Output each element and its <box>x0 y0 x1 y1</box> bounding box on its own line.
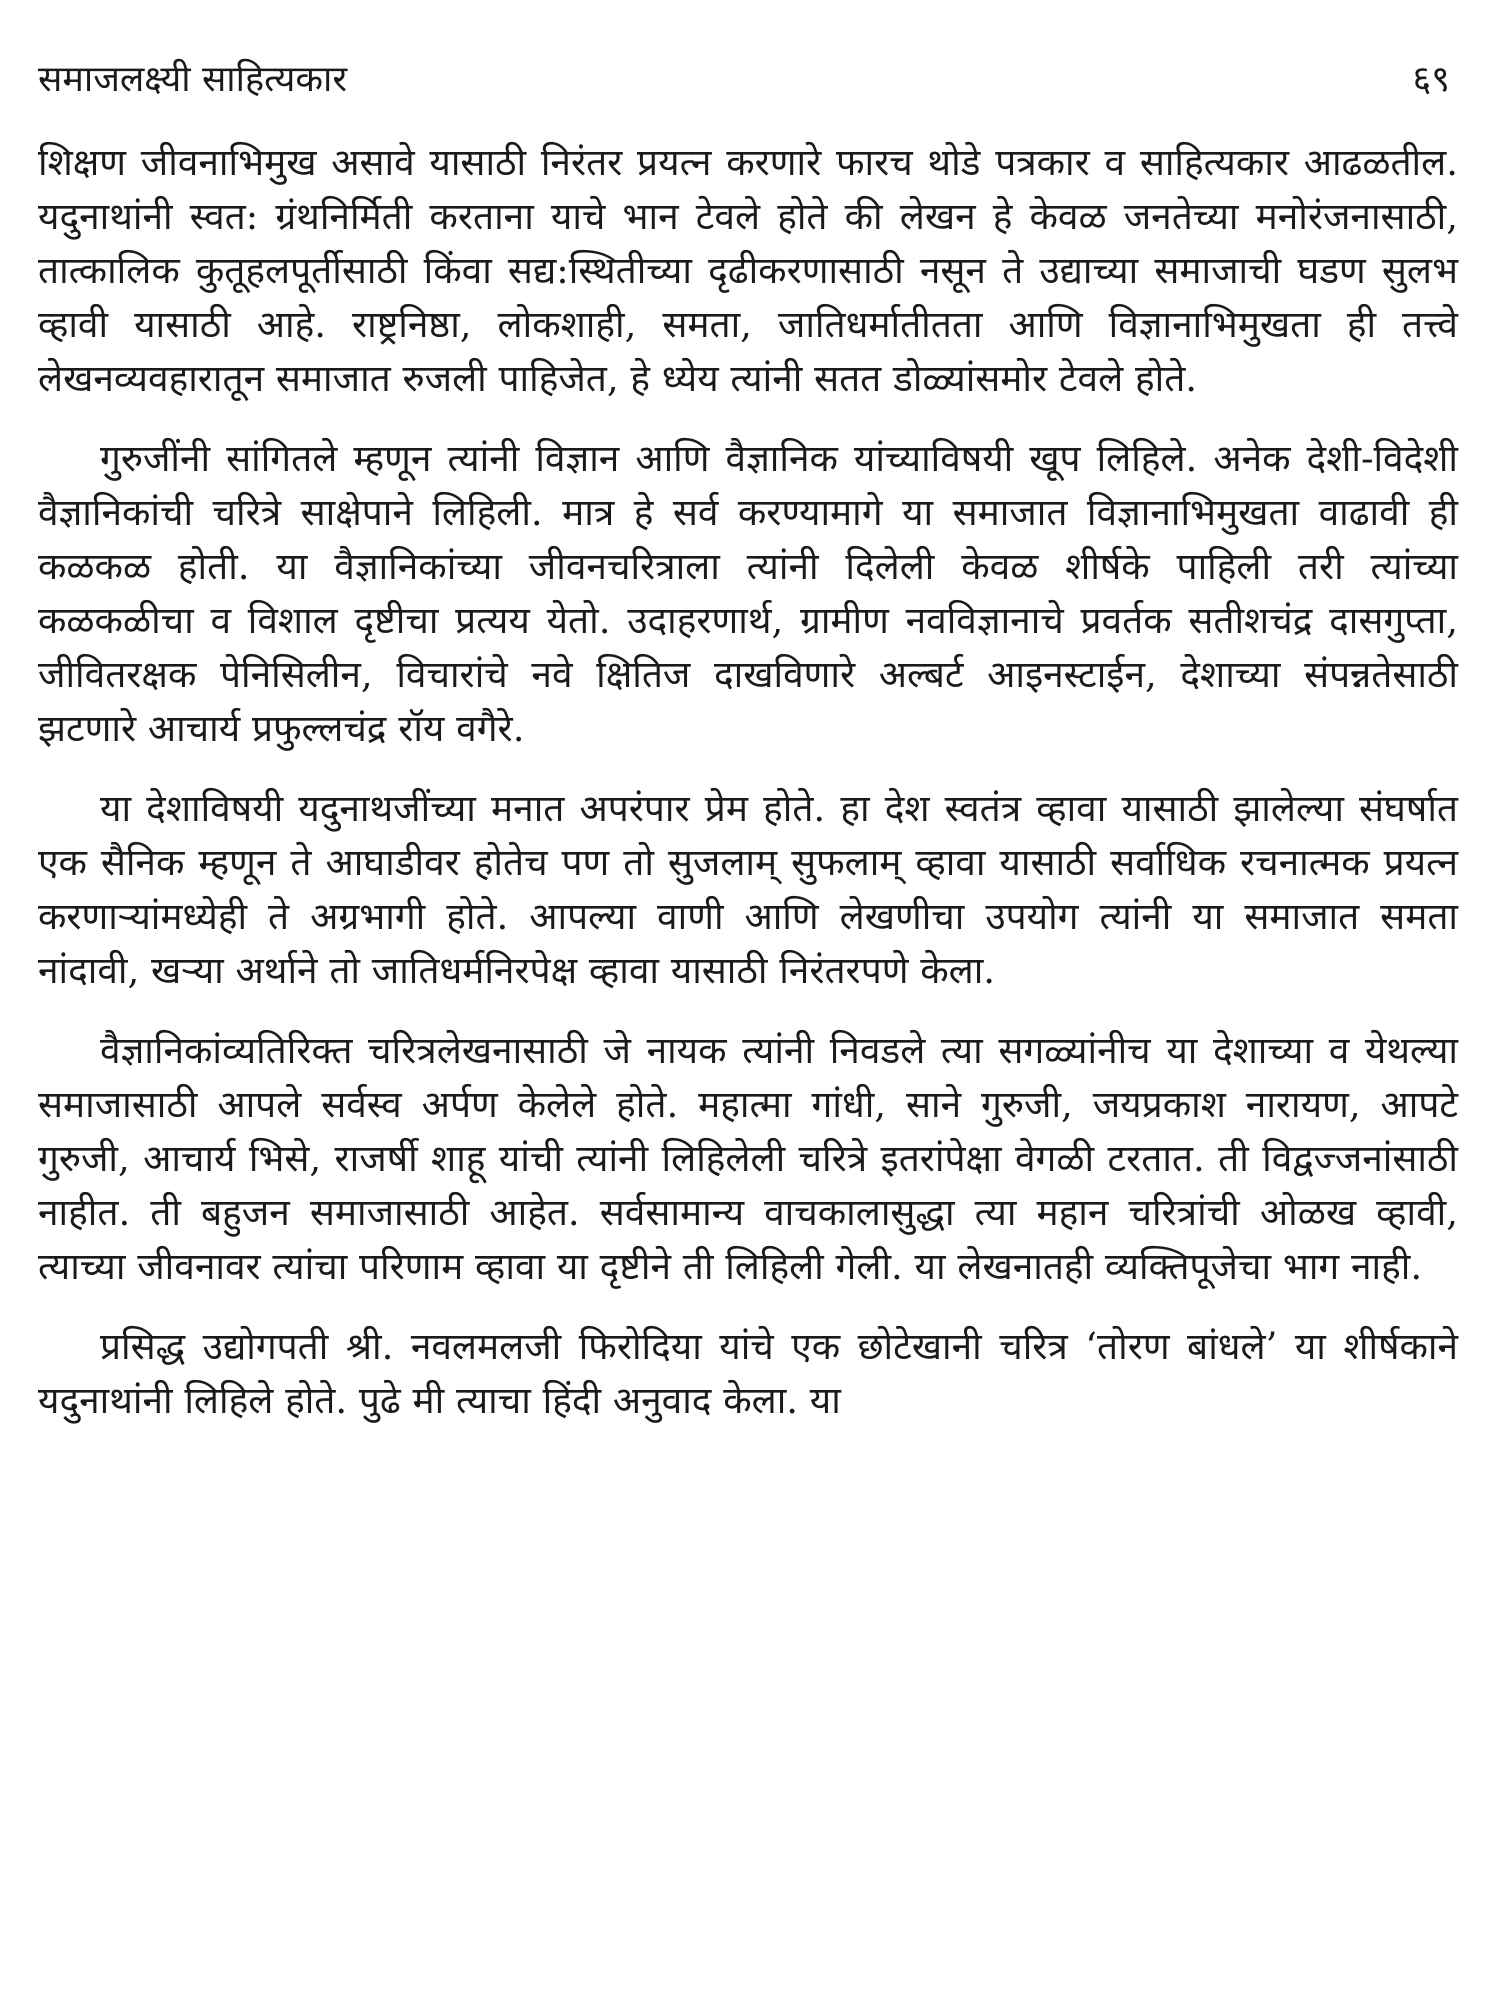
paragraph-2: गुरुजींनी सांगितले म्हणून त्यांनी विज्ञान आणि वैज्ञानिक यांच्याविषयी खूप लिहिले. अनेक देशी-विदेशी वैज्ञानिकांची चरित्रे साक्षेपाने लिहिली. मात्र हे सर्व करण्यामागे या समाजात विज्ञानाभिमुखता वाढावी ही कळकळ होती. या वैज्ञानिकांच्या जीवनचरित्राला त्यांनी दिलेली केवळ शीर्षके पाहिली तरी त्यांच्या कळकळीचा व विशाल दृष्टीचा प्रत्यय येतो. उदाहरणार्थ, ग्रामीण नवविज्ञानाचे प्रवर्तक सतीशचंद्र दासगुप्ता, जीवितरक्षक पेनिसिलीन, विचारांचे नवे क्षितिज दाखविणारे अल्बर्ट आइनस्टाईन, देशाच्या संपन्नतेसाठी झटणारे आचार्य प्रफुल्लचंद्र रॉय वगैरे. <box>38 437 1458 750</box>
running-header <box>38 58 1460 102</box>
paragraph-4: वैज्ञानिकांव्यतिरिक्त चरित्रलेखनासाठी जे नायक त्यांनी निवडले त्या सगळ्यांनीच या देशाच्या व येथल्या समाजासाठी आपले सर्वस्व अर्पण केलेले होते. महात्मा गांधी, साने गुरुजी, जयप्रकाश नारायण, आपटे गुरुजी, आचार्य भिसे, राजर्षी शाहू यांची त्यांनी लिहिलेली चरित्रे इतरांपेक्षा वेगळी टरतात. ती विद्वज्जनांसाठी नाहीत. ती बहुजन समाजासाठी आहेत. सर्वसामान्य वाचकालासुद्धा त्या महान चरित्रांची ओळख व्हावी, त्याच्या जीवनावर त्यांचा परिणाम व्हावा या दृष्टीने ती लिहिली गेली. या लेखनातही व्यक्तिपूजेचा भाग नाही. <box>38 1029 1458 1288</box>
body-text <box>38 136 1458 1428</box>
paragraph-1: शिक्षण जीवनाभिमुख असावे यासाठी निरंतर प्रयत्न करणारे फारच थोडे पत्रकार व साहित्यकार आढळतील. यदुनाथांनी स्वत: ग्रंथनिर्मिती करताना याचे भान टेवले होते की लेखन हे केवळ जनतेच्या मनोरंजनासाठी, तात्कालिक कुतूहलपूर्तीसाठी किंवा सद्य:स्थितीच्या दृढीकरणासाठी नसून ते उद्याच्या समाजाची घडण सुलभ व्हावी यासाठी आहे. राष्ट्रनिष्ठा, लोकशाही, समता, जातिधर्मातीतता आणि विज्ञानाभिमुखता ही तत्त्वे लेखनव्यवहारातून समाजात रुजली पाहिजेत, हे ध्येय त्यांनी सतत डोळ्यांसमोर टेवले होते. <box>38 141 1458 400</box>
paragraph-3: या देशाविषयी यदुनाथजींच्या मनात अपरंपार प्रेम होते. हा देश स्वतंत्र व्हावा यासाठी झालेल्या संघर्षात एक सैनिक म्हणून ते आघाडीवर होतेच पण तो सुजलाम् सुफलाम् व्हावा यासाठी सर्वाधिक रचनात्मक प्रयत्न करणाऱ्यांमध्येही ते अग्रभागी होते. आपल्या वाणी आणि लेखणीचा उपयोग त्यांनी या समाजात समता नांदावी, खऱ्या अर्थाने तो जातिधर्मनिरपेक्ष व्हावा यासाठी निरंतरपणे केला. <box>38 787 1458 992</box>
running-title: समाजलक्ष्यी साहित्यकार <box>38 59 348 100</box>
paragraph-5: प्रसिद्ध उद्योगपती श्री. नवलमलजी फिरोदिया यांचे एक छोटेखानी चरित्र ‘तोरण बांधले’ या शीर्षकाने यदुनाथांनी लिहिले होते. पुढे मी त्याचा हिंदी अनुवाद केला. या <box>38 1325 1458 1422</box>
page-number: ६९ <box>1412 59 1450 100</box>
